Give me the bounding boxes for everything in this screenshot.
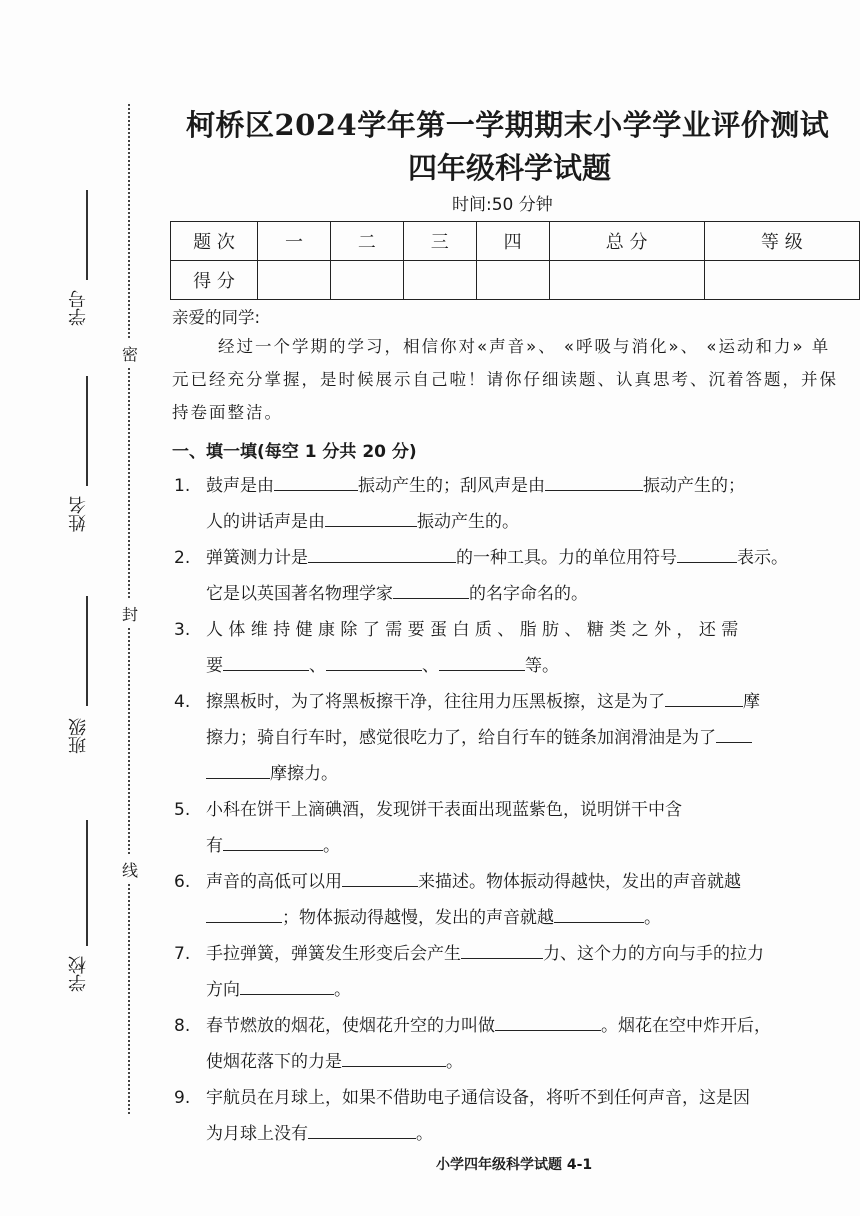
- score-header-cell: 题 次: [171, 222, 258, 261]
- answer-blank[interactable]: [326, 650, 422, 671]
- answer-blank[interactable]: [439, 650, 525, 671]
- student-id-line: [86, 190, 88, 280]
- question-text: 小科在饼干上滴碘酒，发现饼干表面出现蓝紫色，说明饼干中含: [206, 800, 682, 820]
- label-student-id: 学号: [68, 290, 89, 326]
- question-text: 。: [644, 908, 661, 928]
- question-number: 1.: [174, 476, 191, 496]
- question-text: 使烟花落下的力是: [206, 1052, 342, 1072]
- question-2: [174, 540, 850, 612]
- seal-char-xian: 线: [122, 856, 138, 883]
- question-text: 手拉弹簧，弹簧发生形变后会产生: [206, 944, 461, 964]
- question-line: [174, 756, 850, 792]
- score-cell[interactable]: [704, 261, 859, 300]
- question-number: 8.: [174, 1016, 191, 1036]
- answer-blank[interactable]: [554, 902, 644, 923]
- intro-text: 经过一个学期的学习，相信你对«声音»、 «呼吸与消化»、 «运动和力» 单元已经充分掌握，是时候展示自己啦！请你仔细读题、认真思考、沉着答题，并保持卷面整洁。: [172, 337, 838, 422]
- question-8: [174, 1008, 850, 1080]
- answer-blank[interactable]: [495, 1010, 601, 1031]
- score-cell[interactable]: [330, 261, 403, 300]
- question-number: 5.: [174, 800, 191, 820]
- answer-blank[interactable]: [206, 758, 270, 779]
- page-footer: 小学四年级科学试题 4-1: [436, 1157, 593, 1173]
- answer-blank[interactable]: [342, 866, 418, 887]
- question-text: 等。: [525, 656, 559, 676]
- question-line: [174, 612, 850, 648]
- question-7: [174, 936, 850, 1008]
- question-text: 。烟花在空中炸开后，: [601, 1016, 771, 1036]
- answer-blank[interactable]: [308, 542, 456, 563]
- question-line: [174, 648, 850, 684]
- score-header-cell: 等 级: [704, 222, 859, 261]
- question-text: 摩擦力。: [270, 764, 338, 784]
- question-9: [174, 1080, 850, 1152]
- question-5: [174, 792, 850, 864]
- question-text: 它是以英国著名物理学家: [206, 584, 393, 604]
- exam-title: 柯桥区2024学年第一学期期末小学学业评价测试: [186, 108, 830, 142]
- question-number: 4.: [174, 692, 191, 712]
- class-line: [86, 596, 88, 706]
- score-table-header-row: [171, 222, 860, 261]
- question-line: [174, 972, 850, 1008]
- answer-blank[interactable]: [677, 542, 737, 563]
- section-1-title: 一、填一填(每空 1 分共 20 分): [172, 442, 417, 462]
- answer-blank[interactable]: [393, 578, 469, 599]
- answer-blank[interactable]: [461, 938, 543, 959]
- question-text: 要: [206, 656, 223, 676]
- score-cell[interactable]: [549, 261, 704, 300]
- score-cell[interactable]: [476, 261, 549, 300]
- exam-subtitle: 四年级科学试题: [408, 151, 612, 185]
- school-line: [86, 820, 88, 946]
- score-header-cell: 四: [476, 222, 549, 261]
- question-line: [174, 1008, 850, 1044]
- question-text: 擦力；骑自行车时，感觉很吃力了，给自行车的链条加润滑油是为了: [206, 728, 716, 748]
- question-line: [174, 1044, 850, 1080]
- question-text: 摩: [743, 692, 760, 712]
- question-text: 。: [416, 1124, 433, 1144]
- answer-blank[interactable]: [206, 902, 282, 923]
- question-line: [174, 828, 850, 864]
- question-line: [174, 540, 850, 576]
- question-text: 方向: [206, 980, 240, 1000]
- question-number: 2.: [174, 548, 191, 568]
- question-number: 3.: [174, 620, 191, 640]
- question-text: 的名字命名的。: [469, 584, 588, 604]
- question-text: 声音的高低可以用: [206, 872, 342, 892]
- question-text: 、: [422, 656, 439, 676]
- exam-time: 时间:50 分钟: [452, 195, 553, 215]
- question-text: 人 体 维 持 健 康 除 了 需 要 蛋 白 质 、 脂 肪 、 糖 类 之 外 ， 还 需: [206, 620, 739, 640]
- label-school: 学校: [68, 956, 89, 992]
- label-name: 姓名: [68, 496, 89, 532]
- score-cell[interactable]: [258, 261, 331, 300]
- question-text: 人的讲话声是由: [206, 512, 325, 532]
- answer-blank[interactable]: [240, 974, 334, 995]
- question-line: [174, 576, 850, 612]
- question-text: 来描述。物体振动得越快，发出的声音就越: [418, 872, 741, 892]
- question-line: [174, 900, 850, 936]
- question-number: 9.: [174, 1088, 191, 1108]
- question-text: 鼓声是由: [206, 476, 274, 496]
- score-header-cell: 二: [330, 222, 403, 261]
- score-table: [170, 221, 860, 300]
- question-text: 为月球上没有: [206, 1124, 308, 1144]
- score-header-cell: 三: [403, 222, 476, 261]
- answer-blank[interactable]: [223, 830, 323, 851]
- intro-paragraph: [172, 330, 848, 429]
- question-text: ；物体振动得越慢，发出的声音就越: [282, 908, 554, 928]
- question-text: 振动产生的；刮风声是由: [358, 476, 545, 496]
- score-cell[interactable]: [403, 261, 476, 300]
- question-text: 。: [334, 980, 351, 1000]
- question-line: [174, 936, 850, 972]
- question-text: 春节燃放的烟花，使烟花升空的力叫做: [206, 1016, 495, 1036]
- question-text: 表示。: [737, 548, 788, 568]
- question-line: [174, 504, 850, 540]
- question-line: [174, 468, 850, 504]
- question-text: 宇航员在月球上，如果不借助电子通信设备，将听不到任何声音，这是因: [206, 1088, 750, 1108]
- question-6: [174, 864, 850, 936]
- question-number: 6.: [174, 872, 191, 892]
- score-table-score-row: [171, 261, 860, 300]
- question-line: [174, 864, 850, 900]
- score-header-cell: 一: [258, 222, 331, 261]
- seal-char-feng: 封: [122, 600, 138, 627]
- question-text: 擦黑板时，为了将黑板擦干净，往往用力压黑板擦，这是为了: [206, 692, 665, 712]
- question-line: [174, 684, 850, 720]
- score-header-cell: 总 分: [549, 222, 704, 261]
- question-text: 弹簧测力计是: [206, 548, 308, 568]
- score-row-label: 得 分: [171, 261, 258, 300]
- question-line: [174, 792, 850, 828]
- question-text: 振动产生的；: [643, 476, 745, 496]
- question-3: [174, 612, 850, 684]
- question-line: [174, 1080, 850, 1116]
- name-line: [86, 376, 88, 486]
- answer-blank[interactable]: [665, 686, 743, 707]
- answer-blank[interactable]: [274, 470, 358, 491]
- question-text: 振动产生的。: [417, 512, 519, 532]
- answer-blank[interactable]: [308, 1118, 416, 1139]
- question-line: [174, 720, 850, 756]
- question-line: [174, 1116, 850, 1152]
- question-number: 7.: [174, 944, 191, 964]
- question-text: 的一种工具。力的单位用符号: [456, 548, 677, 568]
- question-text: 力、这个力的方向与手的拉力: [543, 944, 764, 964]
- question-1: [174, 468, 850, 540]
- answer-blank[interactable]: [545, 470, 643, 491]
- question-text: 。: [446, 1052, 463, 1072]
- question-4: [174, 684, 850, 792]
- question-text: 。: [323, 836, 340, 856]
- greeting: 亲爱的同学:: [172, 308, 261, 327]
- answer-blank[interactable]: [223, 650, 309, 671]
- question-text: 有: [206, 836, 223, 856]
- answer-blank[interactable]: [325, 506, 417, 527]
- answer-blank[interactable]: [716, 722, 752, 743]
- seal-char-mi: 密: [122, 340, 138, 367]
- question-text: 、: [309, 656, 326, 676]
- answer-blank[interactable]: [342, 1046, 446, 1067]
- label-class: 班级: [68, 718, 89, 754]
